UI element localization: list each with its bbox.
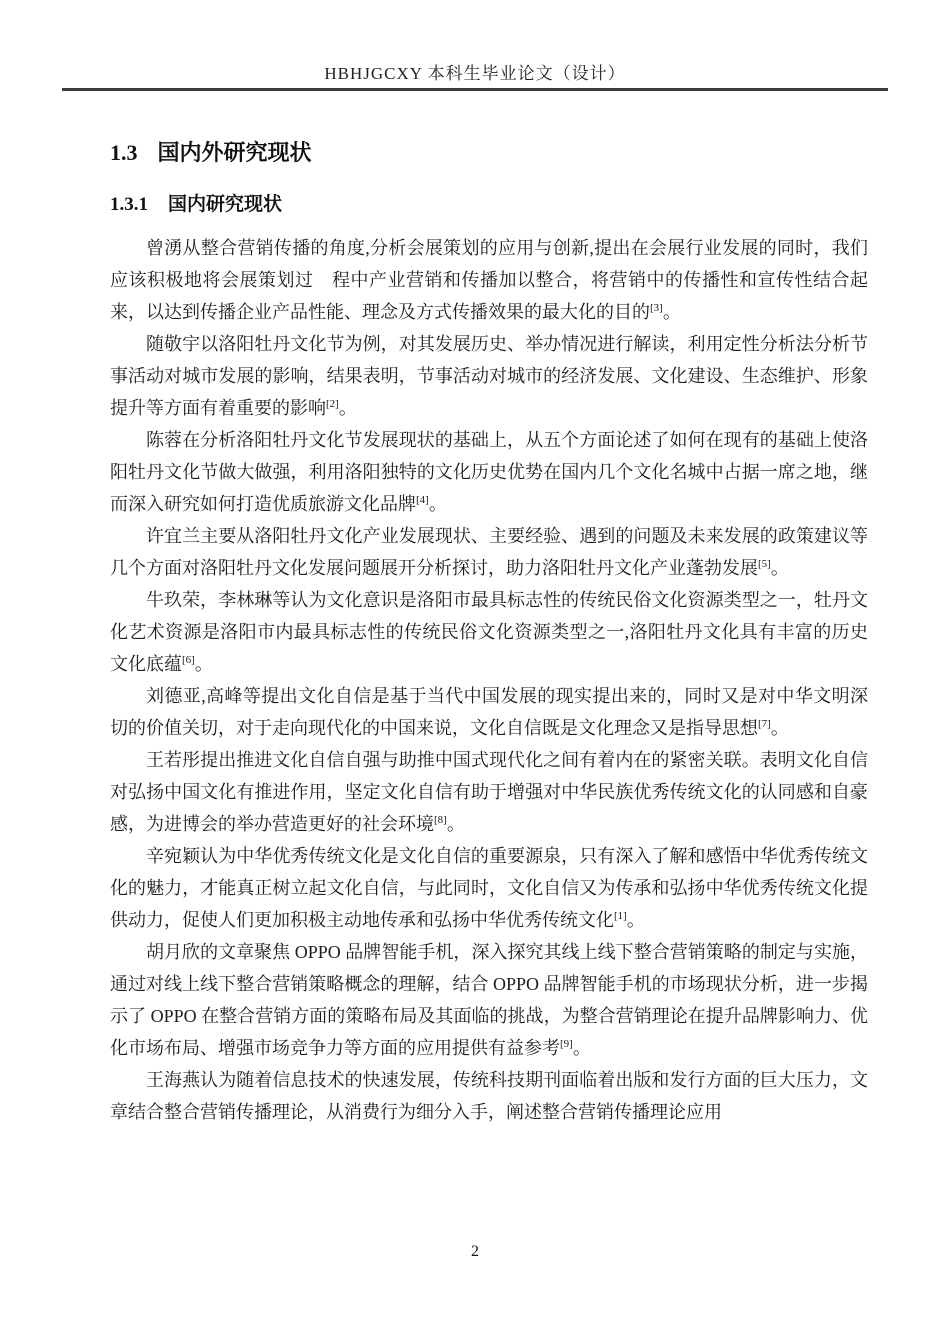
- sentence-end: 。: [770, 718, 789, 738]
- citation-marker: [4]: [416, 494, 429, 506]
- paragraph-text: 陈蓉在分析洛阳牡丹文化节发展现状的基础上，从五个方面论述了如何在现有的基础上使洛阳牡丹文化节做大做强，利用洛阳独特的文化历史优势在国内几个文化名城中占据一席之地，继而深入研究如何打造优质旅游文化品牌: [110, 430, 868, 514]
- paragraph: [110, 680, 868, 744]
- paragraph: [110, 424, 868, 520]
- sentence-end: 。: [770, 558, 789, 578]
- paragraph: [110, 232, 868, 328]
- citation-marker: [6]: [182, 654, 195, 666]
- paragraph: [110, 936, 868, 1064]
- running-header-title: HBHJGCXY 本科生毕业论文（设计）: [324, 64, 626, 83]
- page-number-value: 2: [471, 1243, 479, 1260]
- paragraph: [110, 520, 868, 584]
- citation-marker: [8]: [434, 814, 447, 826]
- paragraph-text: 王海燕认为随着信息技术的快速发展，传统科技期刊面临着出版和发行方面的巨大压力，文章结合整合营销传播理论，从消费行为细分入手，阐述整合营销传播理论应用: [110, 1070, 868, 1122]
- paragraph-text: 随敬宇以洛阳牡丹文化节为例，对其发展历史、举办情况进行解读，利用定性分析法分析节事活动对城市发展的影响，结果表明，节事活动对城市的经济发展、文化建设、生态维护、形象提升等方面有着重要的影响: [110, 334, 868, 418]
- sentence-end: 。: [572, 1038, 591, 1058]
- paragraph-text: 胡月欣的文章聚焦 OPPO 品牌智能手机，深入探究其线上线下整合营销策略的制定与实施，通过对线上线下整合营销策略概念的理解，结合 OPPO 品牌智能手机的市场现状分析，进一步揭示了 OPPO 在整合营销方面的策略布局及其面临的挑战，为整合营销理论在提升品牌影响力、优化市场布局、增强市场竞争力等方面的应用提供有益参考: [110, 942, 868, 1058]
- section-heading: [110, 139, 868, 167]
- paragraph-text: 牛玖荣，李林琳等认为文化意识是洛阳市最具标志性的传统民俗文化资源类型之一，牡丹文化艺术资源是洛阳市内最具标志性的传统民俗文化资源类型之一,洛阳牡丹文化具有丰富的历史文化底蕴: [110, 590, 868, 674]
- citation-marker: [3]: [650, 302, 663, 314]
- sentence-end: 。: [662, 302, 681, 322]
- paragraph: [110, 1064, 868, 1128]
- header-rule: [62, 88, 888, 91]
- citation-marker: [1]: [614, 910, 627, 922]
- paragraph-text: 刘德亚,高峰等提出文化自信是基于当代中国发展的现实提出来的，同时又是对中华文明深切的价值关切，对于走向现代化的中国来说，文化自信既是文化理念又是指导思想: [110, 686, 868, 738]
- sentence-end: 。: [428, 494, 447, 514]
- subsection-title: 国内研究现状: [168, 194, 283, 215]
- paragraph-text: 辛宛颖认为中华优秀传统文化是文化自信的重要源泉，只有深入了解和感悟中华优秀传统文化的魅力，才能真正树立起文化自信，与此同时，文化自信又为传承和弘扬中华优秀传统文化提供动力，促使人们更加积极主动地传承和弘扬中华优秀传统文化: [110, 846, 868, 930]
- paragraph-text: 许宜兰主要从洛阳牡丹文化产业发展现状、主要经验、遇到的问题及未来发展的政策建议等几个方面对洛阳牡丹文化发展问题展开分析探讨，助力洛阳牡丹文化产业蓬勃发展: [110, 526, 868, 578]
- page-content: [110, 139, 868, 1128]
- sentence-end: 。: [626, 910, 645, 930]
- citation-marker: [5]: [758, 558, 771, 570]
- sentence-end: 。: [338, 398, 357, 418]
- paragraph: [110, 584, 868, 680]
- subsection-heading: [110, 193, 868, 217]
- section-title: 国内外研究现状: [157, 140, 312, 165]
- section-number: 1.3: [110, 140, 138, 165]
- paragraph: [110, 328, 868, 424]
- citation-marker: [7]: [758, 718, 771, 730]
- subsection-number: 1.3.1: [110, 194, 148, 215]
- citation-marker: [2]: [326, 398, 339, 410]
- sentence-end: 。: [194, 654, 213, 674]
- sentence-end: 。: [446, 814, 465, 834]
- page-number: [0, 1243, 950, 1261]
- paragraph-text: 王若彤提出推进文化自信自强与助推中国式现代化之间有着内在的紧密关联。表明文化自信对弘扬中国文化有推进作用，坚定文化自信有助于增强对中华民族优秀传统文化的认同感和自豪感，为进博会的举办营造更好的社会环境: [110, 750, 868, 834]
- paragraph: [110, 840, 868, 936]
- running-header: [0, 0, 950, 84]
- paragraph-block: [110, 232, 868, 1128]
- paragraph-text: 曾湧从整合营销传播的角度,分析会展策划的应用与创新,提出在会展行业发展的同时，我们应该积极地将会展策划过 程中产业营销和传播加以整合，将营销中的传播性和宣传性结合起来，以达到传播企业产品性能、理念及方式传播效果的最大化的目的: [110, 238, 868, 322]
- paragraph: [110, 744, 868, 840]
- citation-marker: [9]: [560, 1038, 573, 1050]
